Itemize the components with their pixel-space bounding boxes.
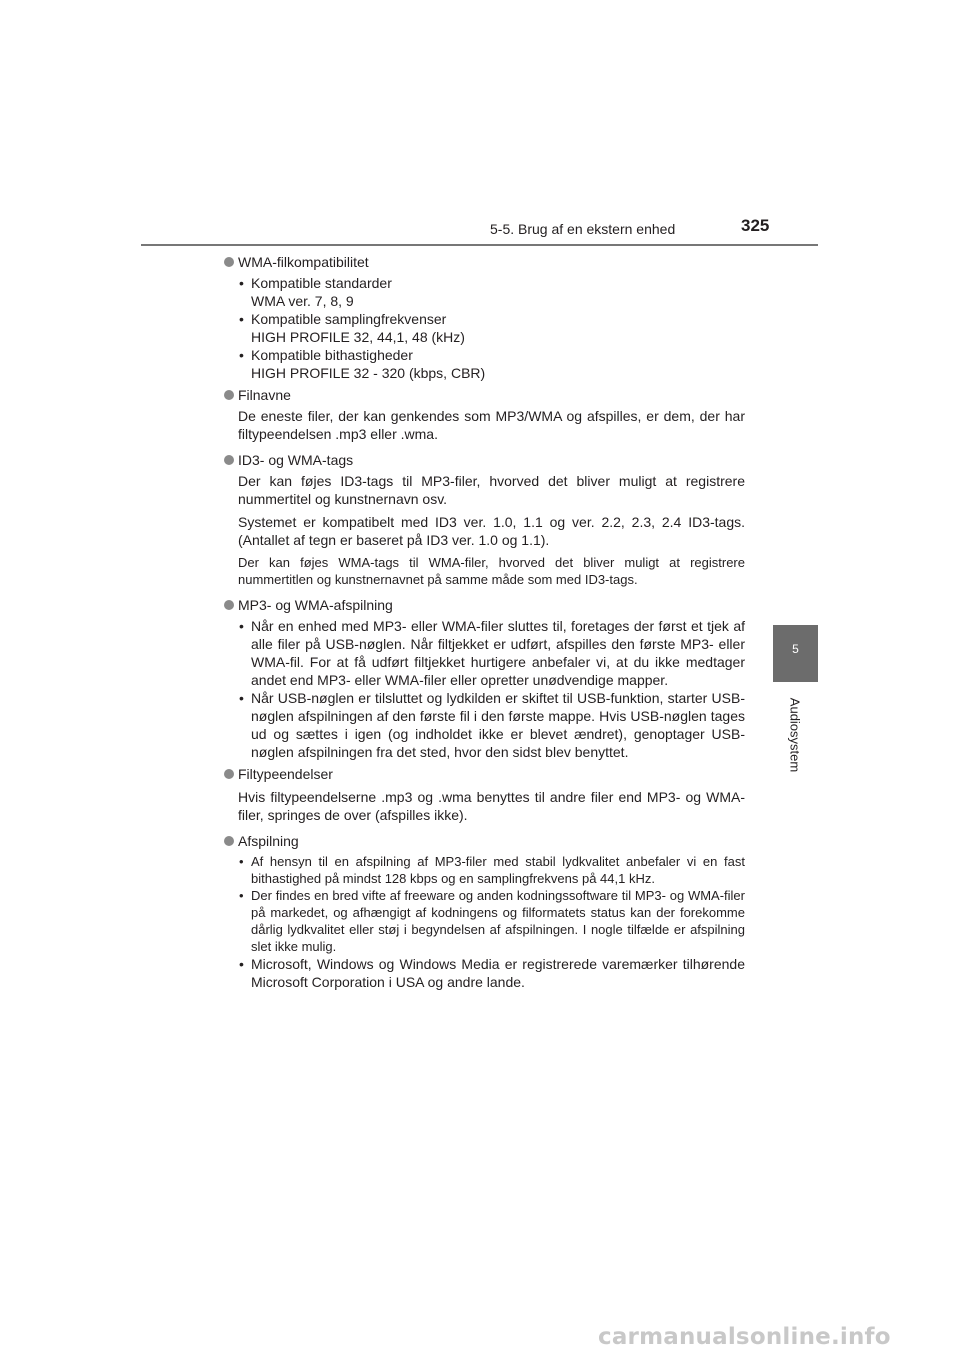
bullet-dot-icon: [224, 836, 234, 846]
paragraph: Der kan føjes WMA-tags til WMA-filer, hvorved det bliver muligt at registrere nummertitlen og kunstnernavnet på samme måde som med ID3-tags.: [238, 555, 745, 587]
heading-text: Filtypeendelser: [238, 766, 333, 782]
running-header: 5-5. Brug af en ekstern enhed: [490, 221, 676, 237]
list-marker: •: [239, 618, 244, 634]
item-text: Når USB-nøglen er tilsluttet og lydkilden er skiftet til USB-funktion, starter USB-nøglen afspilningen af den første fil i den første mappe. Hvis USB-nøglen tages ud og sættes i igen (og indholdet ikke er blevet ændret), genoptager USB-nøglen afspilningen fra det sted, hvor den sidst blev benyttet.: [251, 690, 745, 760]
paragraph: Systemet er kompatibelt med ID3 ver. 1.0, 1.1 og ver. 2.2, 2.3, 2.4 ID3-tags. (Antallet af tegn er baseret på ID3 ver. 1.0 og 1.1).: [238, 514, 745, 548]
item-label: Kompatible standarder: [251, 275, 392, 291]
item-label: Kompatible samplingfrekvenser: [251, 311, 447, 327]
list-item: [238, 617, 745, 689]
section-heading: [224, 596, 745, 614]
bullet-dot-icon: [224, 390, 234, 400]
list-marker: •: [239, 690, 244, 706]
header-divider: [141, 244, 818, 246]
list-item: [238, 955, 745, 991]
list-marker: •: [239, 888, 244, 903]
chapter-label: Audiosystem: [787, 697, 803, 773]
list-item: [238, 689, 745, 761]
paragraph: De eneste filer, der kan genkendes som MP3/WMA og afspilles, er dem, der har filtypeendelsen .mp3 eller .wma.: [238, 408, 745, 442]
list-marker: •: [239, 311, 244, 327]
item-value: HIGH PROFILE 32, 44,1, 48 (kHz): [251, 329, 465, 345]
heading-text: Filnavne: [238, 387, 291, 403]
item-value: HIGH PROFILE 32 - 320 (kbps, CBR): [251, 365, 486, 381]
section-heading: [224, 253, 745, 271]
bullet-dot-icon: [224, 600, 234, 610]
item-text: Der findes en bred vifte af freeware og anden kodningssoftware til MP3- og WMA-filer på markedet, og afhængigt af kodningens og filformatets status kan der forekomme dårlig lydkvalitet eller støj i begyndelsen af afspilningen. I nogle tilfælde er afspilning slet ikke mulig.: [251, 888, 745, 954]
section-afspilning: [224, 832, 745, 991]
bullet-dot-icon: [224, 769, 234, 779]
heading-text: MP3- og WMA-afspilning: [238, 597, 393, 613]
section-wma: [224, 253, 745, 382]
bullet-dot-icon: [224, 257, 234, 267]
item-value: WMA ver. 7, 8, 9: [251, 293, 354, 309]
paragraph: Hvis filtypeendelserne .mp3 og .wma benyttes til andre filer end MP3- og WMA-filer, springes de over (afspilles ikke).: [238, 789, 745, 823]
list-item: [238, 853, 745, 887]
spec-list: [238, 274, 745, 382]
bullet-list: [238, 617, 745, 761]
list-item: [238, 887, 745, 955]
item-text: Af hensyn til en afspilning af MP3-filer med stabil lydkvalitet anbefaler vi en fast bithastighed på mindst 128 kbps og en samplingfrekvens på 44,1 kHz.: [251, 854, 745, 886]
section-filnavne: [224, 386, 745, 443]
list-item: [238, 346, 745, 382]
heading-text: ID3- og WMA-tags: [238, 452, 354, 468]
heading-text: Afspilning: [238, 833, 299, 849]
section-heading: [224, 765, 745, 783]
page-number: 325: [741, 216, 770, 235]
watermark: carmanualsonline.info: [598, 1324, 891, 1350]
list-marker: •: [239, 854, 244, 869]
list-marker: •: [239, 275, 244, 291]
list-item: [238, 310, 745, 346]
item-text: Når en enhed med MP3- eller WMA-filer sluttes til, foretages der først et tjek af alle filer på USB-nøglen. Når filtjekket er udført, afspilles den første MP3- eller WMA-fil. For at få udført filtjekket hurtigere anbefaler vi, at du ikke medtager andet end MP3- eller WMA-filer eller opretter unødvendige mapper.: [251, 618, 745, 688]
section-heading: [224, 386, 745, 404]
section-playback: [224, 596, 745, 761]
section-heading: [224, 832, 745, 850]
page-content: [224, 253, 745, 995]
list-marker: •: [239, 347, 244, 363]
list-marker: •: [239, 956, 244, 972]
chapter-tab: 5: [773, 625, 818, 682]
item-label: Kompatible bithastigheder: [251, 347, 413, 363]
section-extensions: [224, 765, 745, 824]
section-heading: [224, 451, 745, 469]
list-item: [238, 274, 745, 310]
section-tags: [224, 451, 745, 588]
bullet-list: [238, 853, 745, 991]
bullet-dot-icon: [224, 455, 234, 465]
paragraph: Der kan føjes ID3-tags til MP3-filer, hvorved det bliver muligt at registrere nummertitel og kunstnernavn osv.: [238, 473, 745, 507]
item-text: Microsoft, Windows og Windows Media er registrerede varemærker tilhørende Microsoft Corporation i USA og andre lande.: [251, 956, 745, 990]
heading-text: WMA-filkompatibilitet: [238, 254, 369, 270]
